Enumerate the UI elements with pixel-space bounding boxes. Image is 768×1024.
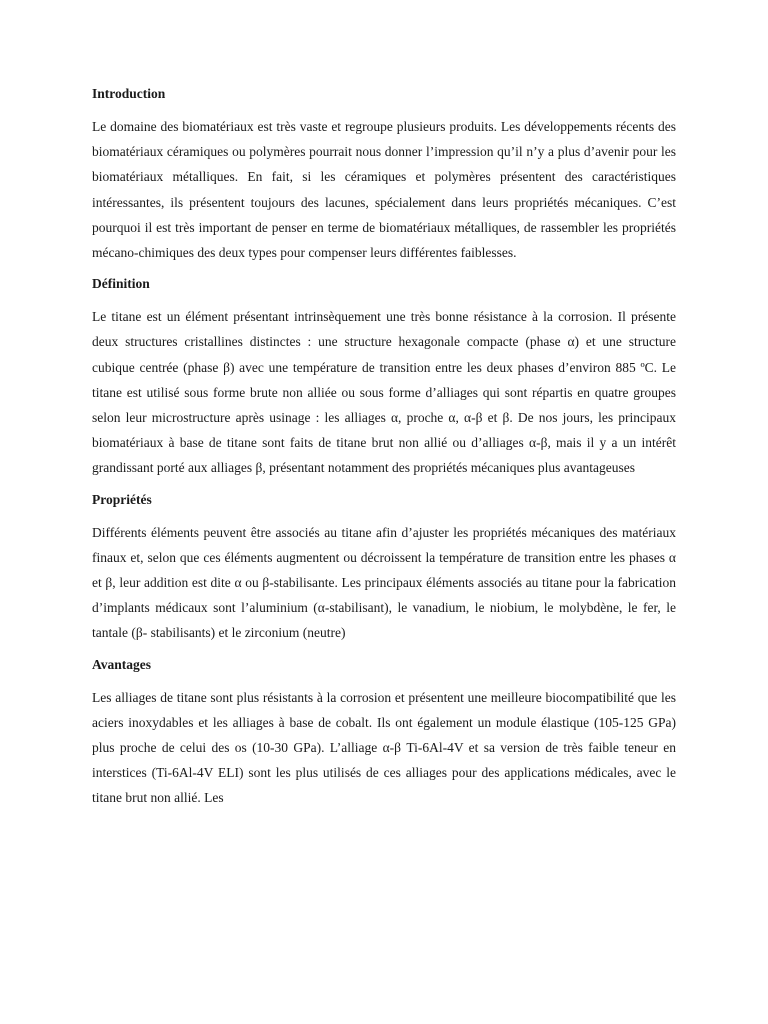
section-introduction [92, 84, 676, 265]
section-proprietes [92, 490, 676, 646]
heading-proprietes: Propriétés [92, 491, 152, 507]
paragraph-avantages: Les alliages de titane sont plus résistants à la corrosion et présentent une meilleure biocompatibilité que les aciers inoxydables et les alliages à base de cobalt. Ils ont également un module élastique (105-125 GPa) plus proche de celui des os (10-30 GPa). L’alliage α-β Ti-6Al-4V et sa version de très faible teneur en interstices (Ti-6Al-4V ELI) sont les plus utilisés de ces alliages pour des applications médicales, avec le titane brut non allié. Les [92, 689, 676, 806]
heading-definition: Définition [92, 276, 150, 292]
section-definition [92, 274, 676, 480]
heading-avantages: Avantages [92, 656, 151, 672]
paragraph-definition: Le titane est un élément présentant intrinsèquement une très bonne résistance à la corrosion. Il présente deux structures cristallines distinctes : une structure hexagonale compacte (phase α) et une structure cubique centrée (phase β) avec une température de transition entre les deux phases d’environ 885 ºC. Le titane est utilisé sous forme brute non alliée ou sous forme d’alliages qui sont répartis en quatre groupes selon leur microstructure après usinage : les alliages α, proche α, α-β et β. De nos jours, les principaux biomatériaux à base de titane sont faits de titane brut non allié ou d’alliages α-β, mais il y a un intérêt grandissant porté aux alliages β, présentant notamment des propriétés mécaniques plus avantageuses [92, 309, 676, 476]
paragraph-proprietes: Différents éléments peuvent être associés au titane afin d’ajuster les propriétés mécaniques des matériaux finaux et, selon que ces éléments augmentent ou décroissent la température de transition entre les phases α et β, leur addition est dite α ou β-stabilisante. Les principaux éléments associés au titane pour la fabrication d’implants médicaux sont l’aluminium (α-stabilisant), le vanadium, le niobium, le molybdène, le fer, le tantale (β- stabilisants) et le zirconium (neutre) [92, 524, 676, 641]
document-page [92, 84, 676, 820]
heading-introduction: Introduction [92, 86, 166, 101]
paragraph-introduction: Le domaine des biomatériaux est très vaste et regroupe plusieurs produits. Les développements récents des biomatériaux céramiques ou polymères pourrait nous donner l’impression qu’il n’y a plus d’avenir pour les biomatériaux métalliques. En fait, si les céramiques et polymères présentent des caractéristiques intéressantes, ils présentent toujours des lacunes, spécialement dans leurs propriétés mécaniques. C’est pourquoi il est très important de penser en terme de biomatériaux métalliques, de rassembler les propriétés mécano-chimiques des deux types pour compenser leurs différentes faiblesses. [92, 119, 676, 261]
section-avantages [92, 655, 676, 811]
